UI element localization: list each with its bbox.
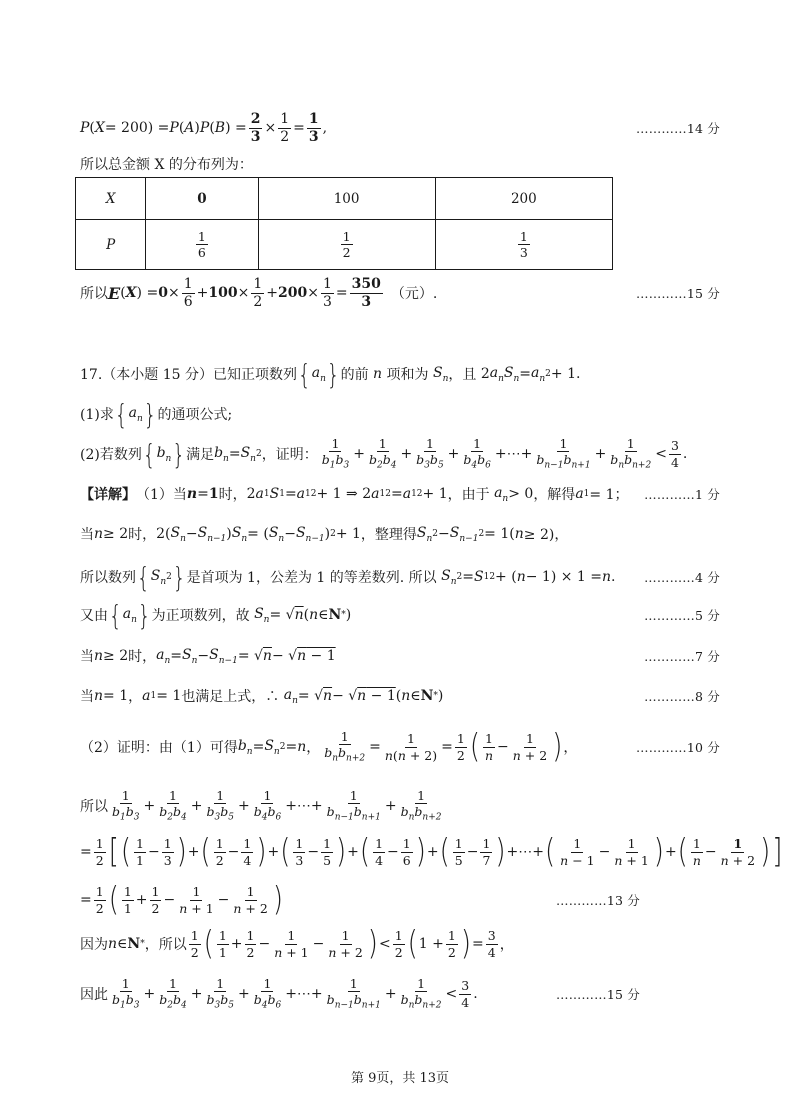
score-4: …………4 分 [644, 570, 720, 585]
score-7: …………7 分 [644, 649, 720, 664]
sum-expression: 所以 $\frac{1}{b_1b_3}$ + $\frac{1}{b_2b_4}$ + $\frac{1}{b_3b_5}$ + $\frac{1}{b_4b_6}$ +⋯+ $\frac{1}{b_{n-1}b_{n+1}}$ + $\frac{1}{b_nb_{n+2}}$ [80, 787, 442, 823]
table-cell: $\frac{1}{2}$ [258, 220, 435, 270]
table-cell: 200 [435, 178, 612, 220]
table-cell: 100 [258, 178, 435, 220]
table-cell: P [76, 220, 146, 270]
telescoping-expansion: = $\frac{1}{2}$ [ ( $\frac{1}{1}$ − $\frac{1}{3}$ ) + ( $\frac{1}{2}$ − $\frac{1}{4}$ ) + ( $\frac{1}{3}$ − $\frac{1}{5}$ ) + ( $\frac{1}{4}$ − $\frac{1}{6}$ ) + ( $\frac{1}{5}$ − $\frac{1}{7}$ ) +⋯+ ( $\frac{1}{n - 1}$ − $\frac{1}{n + 1}$ ) + ( $\frac{1}{n}$ − $\frac{1}{n + 2}$ ) ] [80, 833, 783, 871]
score-8: …………8 分 [644, 689, 720, 704]
solution-step-6: 当 n = 1 ， a 1 = 1 也满足上式，∴ $a_n$ = √ n − √ n − 1 ( n ∈ N * ) …………8 分 [80, 686, 720, 706]
expectation-line: 所以 E ( X ) = 0 × $\frac{1}{6}$ + 100 × $\frac{1}{2}$ + 200 × $\frac{1}{3}$ = $\frac{350}{3}$ （元）. …………15 分 [80, 275, 720, 310]
table-row [76, 220, 613, 270]
solution-part2-start: （2）证明：由（1）可得 $b_n$ = $S_n$ 2 = n ， $\frac{1}{b_nb_{n+2}}$ = $\frac{1}{n(n + 2)}$ = $\frac{1}{2}$ ( $\frac{1}{n}$ − $\frac{1}{n + 2}$ ) ， …………10 分 [80, 728, 720, 766]
score-14: …………14 分 [636, 121, 720, 136]
telescoping-result: = $\frac{1}{2}$ ( $\frac{1}{1}$ + $\frac{1}{2}$ − $\frac{1}{n + 1}$ − $\frac{1}{n + 2}$ ) …………13 分 [80, 881, 640, 919]
score-1: …………1 分 [644, 487, 720, 502]
page-footer: 第 9页，共 13页 [350, 1071, 450, 1086]
score-15b: …………15 分 [556, 987, 640, 1002]
solution-step-4: 又由 { $a_n$ } 为正项数列，故 $S_n$ = √ n ( n ∈ N * ) …………5 分 [80, 598, 720, 632]
conclusion-line: 因此 $\frac{1}{b_1b_3}$ + $\frac{1}{b_2b_4}$ + $\frac{1}{b_3b_5}$ + $\frac{1}{b_4b_6}$ +⋯+ $\frac{1}{b_{n-1}b_{n+1}}$ + $\frac{1}{b_nb_{n+2}}$ < $\frac{3}{4}$ . …………15 分 [80, 975, 640, 1011]
problem-17-part1: (1)求 { $a_n$ } 的通项公式; [80, 397, 233, 431]
problem-17-heading: 17.（本小题 15 分）已知正项数列 { $a_n$ } 的前 n 项和为 $S_n$ ，且 2 $a_nS_n$ = $a_n$ 2 + 1. [80, 357, 581, 391]
table-cell: $\frac{1}{3}$ [435, 220, 612, 270]
score-5: …………5 分 [644, 608, 720, 623]
score-13: …………13 分 [556, 893, 640, 908]
distribution-table [75, 177, 613, 270]
table-row [76, 178, 613, 220]
problem-17-part2: (2)若数列 { $b_n$ } 满足 $b_n$ = $S_n$ 2 ，证明： $\frac{1}{b_1b_3}$ + $\frac{1}{b_2b_4}$ + $\frac{1}{b_3b_5}$ + $\frac{1}{b_4b_6}$ +⋯+ $\frac{1}{b_{n-1}b_{n+1}}$ + $\frac{1}{b_nb_{n+2}}$ < $\frac{3}{4}$ . [80, 435, 688, 471]
prob-x200-line: P ( X = 200) = P ( A ) P ( B ) = $\frac{2}{3}$ × $\frac{1}{2}$ = $\frac{1}{3}$ , …………14 分 [80, 110, 720, 145]
solution-step-3: 所以数列 { $S_n$ 2 } 是首项为 1，公差为 1 的等差数列. 所以 $S_n$ 2 = S 1 2 + ( n − 1) × 1 = n . …………4 分 [80, 560, 720, 594]
table-cell: $\frac{1}{6}$ [146, 220, 258, 270]
distribution-intro: 所以总金额 X 的分布列为： [80, 157, 253, 173]
table-cell: X [76, 178, 146, 220]
solution-step-5: 当 n ≥ 2 时， $a_n$ = $S_n$ − $S_{n-1}$ = √ n − √ n − 1 …………7 分 [80, 646, 720, 666]
solution-step-1: 【详解】 （1）当 n = 1 时， 2 a 1 S 1 = a 1 2 + 1 ⇒ 2 a 1 2 = a 1 2 + 1 ，由于 $a_n$ > 0 ，解得 a 1 = 1； …………1 分 [80, 484, 720, 504]
solution-step-2: 当 n ≥ 2 时， 2( $S_n$ − $S_{n-1}$ ) $S_n$ = ( $S_n$ − $S_{n-1}$ ) 2 + 1 ，整理得 $S_n$ 2 − $S_{n-1}$ 2 = 1( n ≥ 2)， [80, 524, 569, 544]
inequality-line: 因为 n ∈ N * ，所以 $\frac{1}{2}$ ( $\frac{1}{1}$ + $\frac{1}{2}$ − $\frac{1}{n + 1}$ − $\frac{1}{n + 2}$ ) < $\frac{1}{2}$ ( 1 + $\frac{1}{2}$ ) = $\frac{3}{4}$ ， [80, 925, 514, 963]
table-cell: 0 [146, 178, 258, 220]
score-10: …………10 分 [636, 740, 720, 755]
score-15a: …………15 分 [636, 286, 720, 301]
